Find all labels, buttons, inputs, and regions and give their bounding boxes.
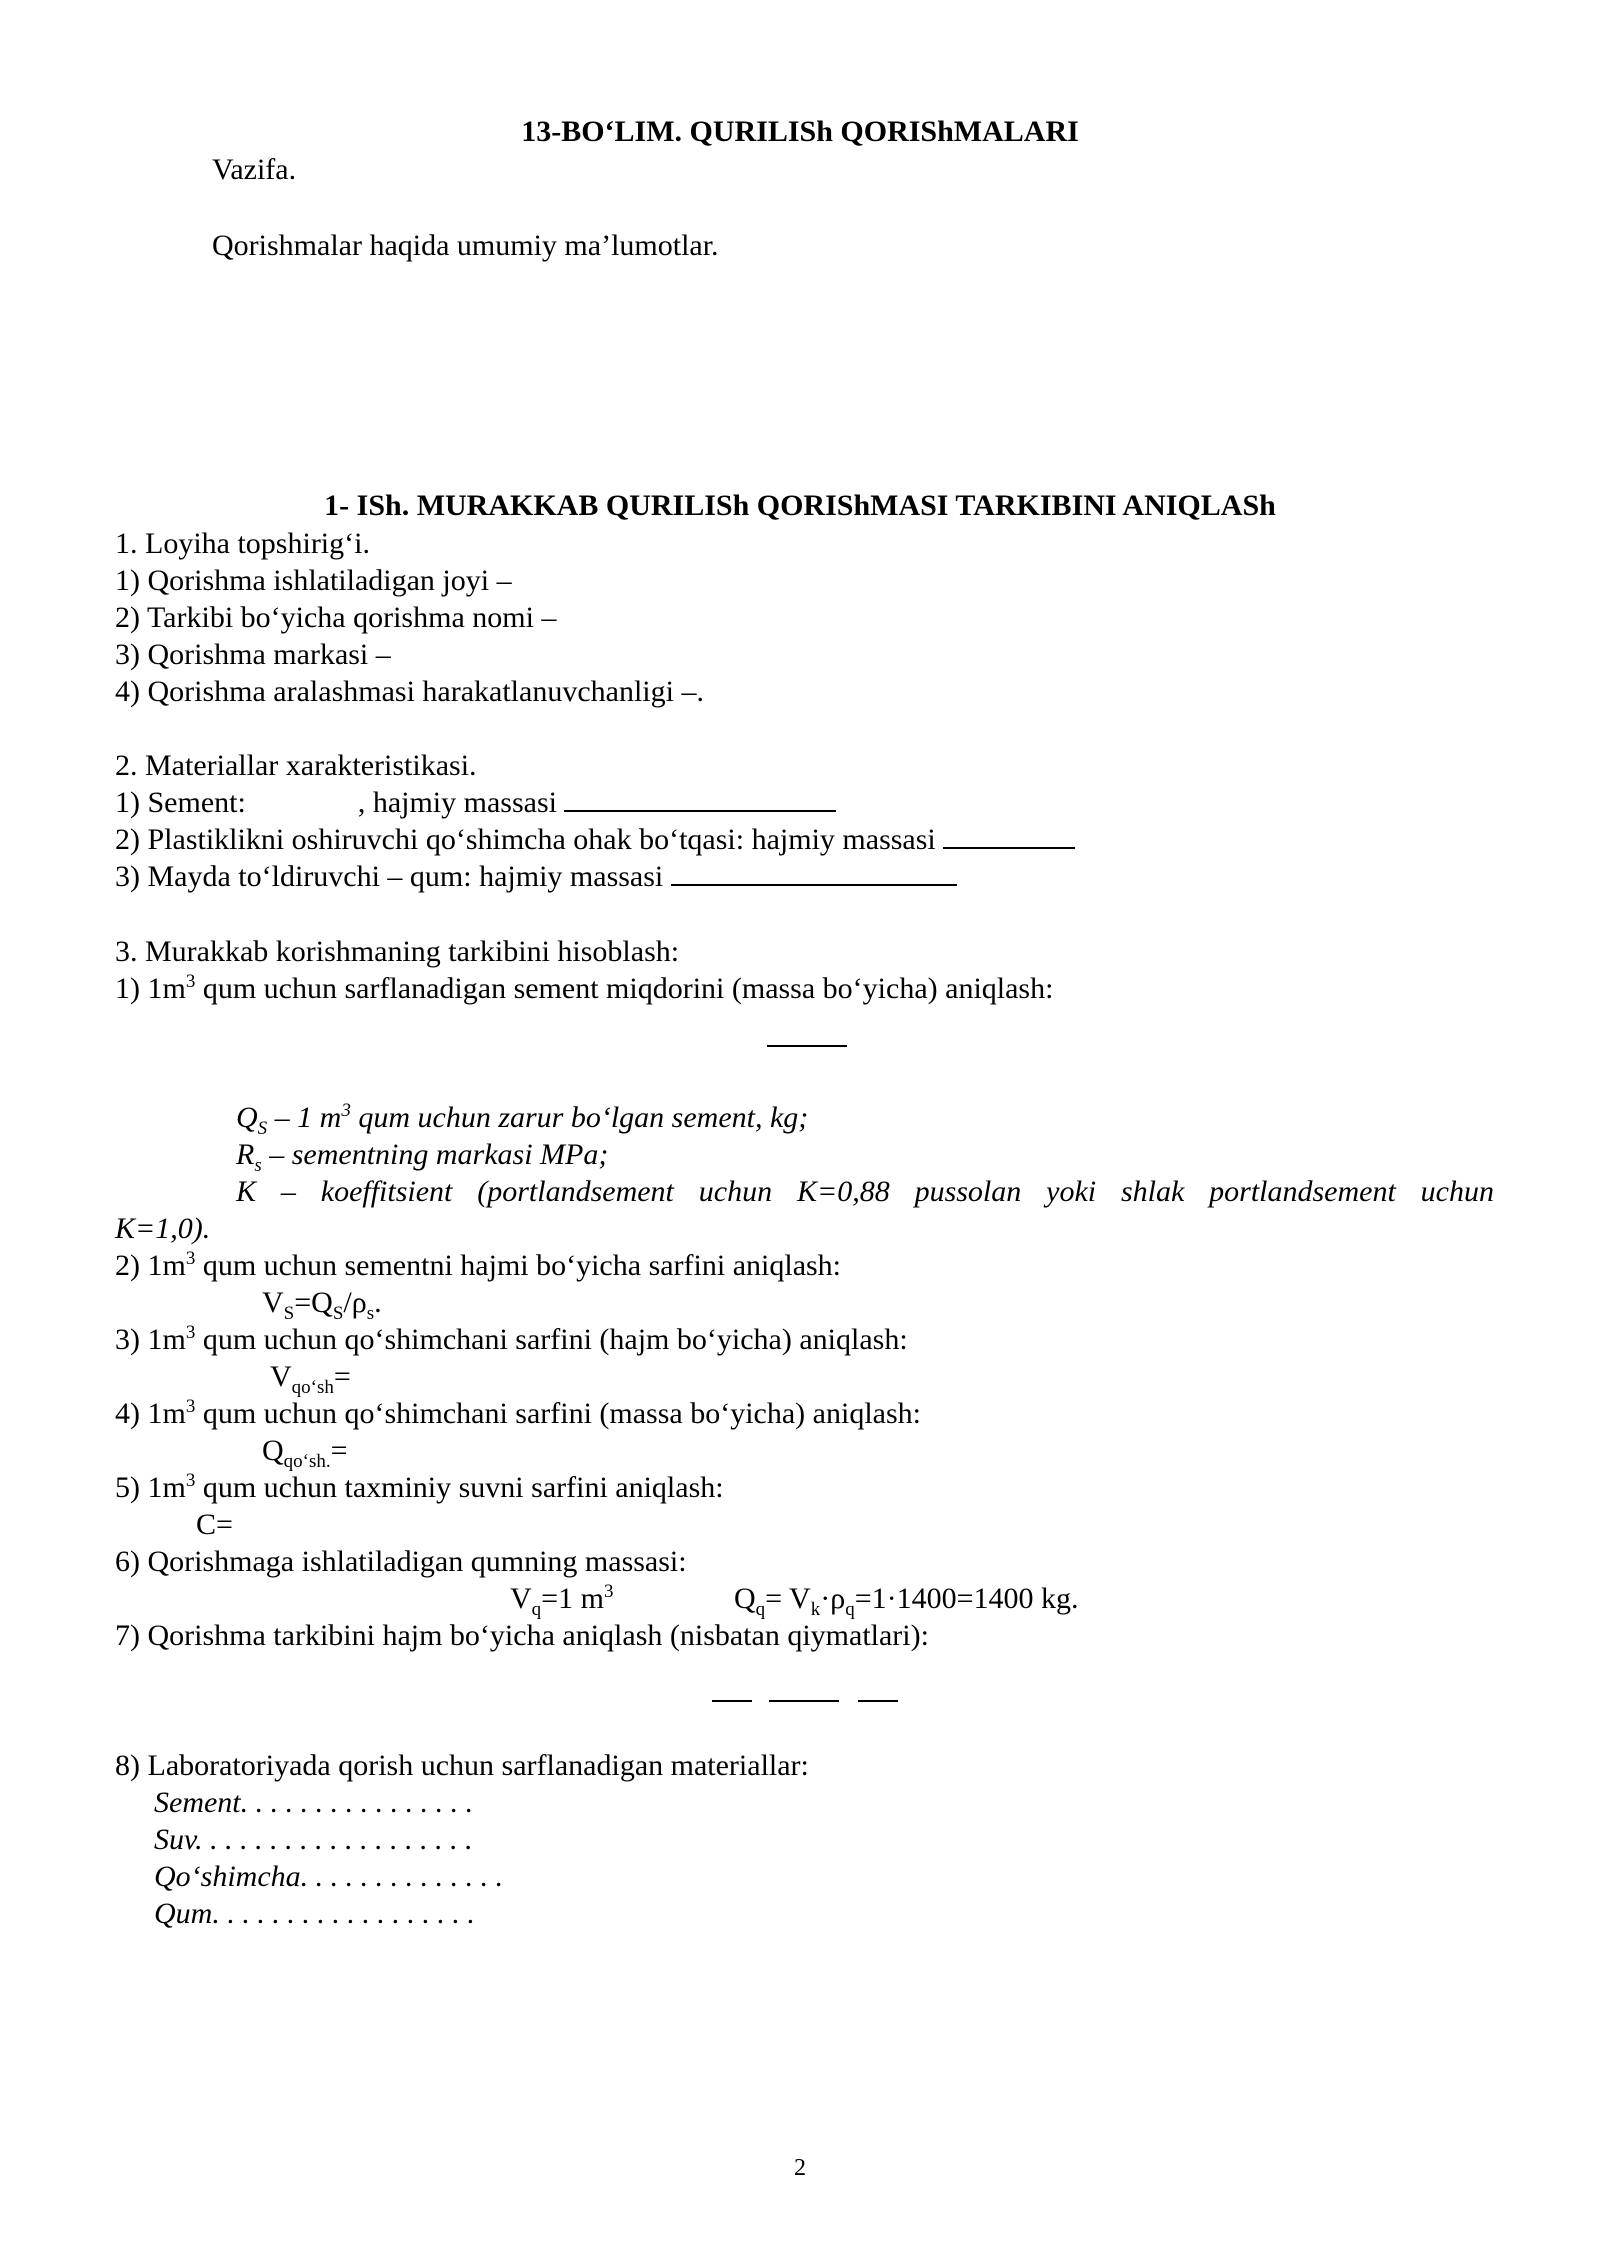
calc-step-7: 7) Qorishma tarkibini hajm bo‘yicha aniqlash (nisbatan qiymatlari):: [115, 1619, 929, 1652]
page-number: 2: [794, 2155, 806, 2181]
lab-item-sand: Qum. . . . . . . . . . . . . . . . . .: [154, 1897, 475, 1930]
formula-vqosh: $V_{qo‘sh}=$: [270, 1360, 351, 1398]
work-title: 1- ISh. MURAKKAB QURILISh QORIShMASI TARKIBINI ANIQLASh: [324, 489, 1276, 522]
blank-line: [564, 786, 836, 812]
task-label: Vazifa.: [212, 153, 297, 186]
lab-item-water: Suv. . . . . . . . . . . . . . . . . . .: [154, 1823, 473, 1856]
material-item-lime: 2) Plastiklikni oshiruvchi qo‘shimcha ohak bo‘tqasi: hajmiy massasi: [115, 822, 1075, 858]
calc-step-1: 1) $1m^3$ qum uchun sarflanadigan sement miqdorini (massa bo‘yicha) aniqlash:: [115, 971, 1054, 1005]
material-item-cement: 1) Sement: , hajmiy massasi: [115, 785, 836, 821]
assignment-item: 2) Tarkibi bo‘yicha qorishma nomi –: [115, 601, 557, 634]
ratio-bar: [769, 1700, 839, 1702]
assignment-item: 1) Qorishma ishlatiladigan joyi –: [115, 564, 512, 597]
materials-heading: 2. Materiallar xarakteristikasi.: [115, 749, 477, 782]
formula-vq: $V_q=1$ $m^3$: [510, 1581, 614, 1620]
assignment-heading: 1. Loyiha topshirig‘i.: [115, 527, 370, 560]
definition-rs: $R_s$ – sementning markasi MPa;: [236, 1138, 609, 1176]
formula-qq: $Q_q= V_k\cdot\rho_q=1\cdot 1400=1400$ kg.: [734, 1582, 1079, 1620]
formula-water: C=: [196, 1508, 233, 1541]
calc-heading: 3. Murakkab korishmaning tarkibini hisoblash:: [115, 935, 680, 968]
definition-qs: $Q_S - 1$ $m^3$ qum uchun zarur bo‘lgan sement, kg;: [236, 1100, 809, 1139]
material-item-sand: 3) Mayda to‘ldiruvchi – qum: hajmiy massasi: [115, 859, 957, 895]
lab-item-additive: Qo‘shimcha. . . . . . . . . . . . . .: [154, 1860, 504, 1893]
definition-k-cont: K=1,0).: [115, 1212, 211, 1245]
blank-line: [671, 860, 957, 886]
formula-qqosh: $Q_{qo‘sh.}=$: [262, 1434, 348, 1472]
blank-line: [943, 823, 1075, 849]
calc-step-8: 8) Laboratoriyada qorish uchun sarflanadigan materiallar:: [115, 1749, 809, 1782]
calc-step-4: 4) $1m^3$ qum uchun qo‘shimchani sarfini (massa bo‘yicha) aniqlash:: [115, 1396, 921, 1430]
intro-heading: Qorishmalar haqida umumiy ma’lumotlar.: [212, 229, 719, 262]
fraction-bar: [767, 1045, 847, 1047]
ratio-bar: [712, 1700, 752, 1702]
calc-step-6: 6) Qorishmaga ishlatiladigan qumning massasi:: [115, 1545, 687, 1578]
calc-step-3: 3) $1m^3$ qum uchun qo‘shimchani sarfini (hajm bo‘yicha) aniqlash:: [115, 1322, 908, 1356]
definition-k: K – koeffitsient (portlandsement uchun K=0,88 pussolan yoki shlak portlandsement uchun: [236, 1175, 1494, 1208]
assignment-item: 4) Qorishma aralashmasi harakatlanuvchanligi –.: [115, 675, 704, 708]
assignment-item: 3) Qorishma markasi –: [115, 638, 391, 671]
calc-step-2: 2) $1m^3$ qum uchun sementni hajmi bo‘yicha sarfini aniqlash:: [115, 1248, 842, 1282]
lab-item-cement: Sement. . . . . . . . . . . . . . . .: [154, 1786, 474, 1819]
calc-step-5: 5) $1m^3$ qum uchun taxminiy suvni sarfini aniqlash:: [115, 1470, 724, 1504]
section-title: 13-BO‘LIM. QURILISh QORIShMALARI: [521, 115, 1079, 148]
formula-vs: $V_S=Q_S/\rho_s$.: [262, 1286, 382, 1324]
ratio-bar: [858, 1700, 898, 1702]
